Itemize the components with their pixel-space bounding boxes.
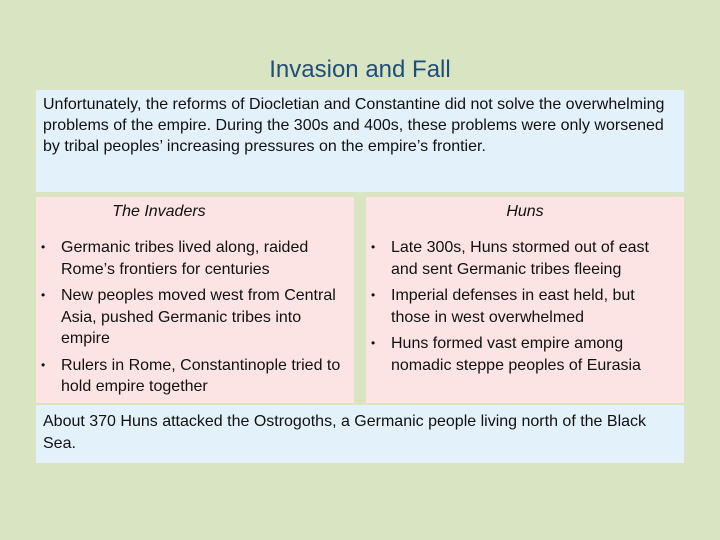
bullet-item: • Rulers in Rome, Constantinople tried to hold empire together [36,355,348,398]
bullet-item: • Huns formed vast empire among nomadic steppe peoples of Eurasia [366,333,678,376]
invaders-panel [36,197,354,403]
bullet-item: • Imperial defenses in east held, but those in west overwhelmed [366,285,678,328]
huns-bullet-list [366,237,678,381]
bullet-item: • Late 300s, Huns stormed out of east and sent Germanic tribes fleeing [366,237,678,280]
intro-text: Unfortunately, the reforms of Diocletian and Constantine did not solve the overwhelming problems of the empire. During the 300s and 400s, these problems were only worsened by tribal peoples’ increasing pressures on the empire’s frontier. [36,90,684,192]
huns-heading: Huns [506,203,544,220]
bullet-item: • New peoples moved west from Central Asia, pushed Germanic tribes into empire [36,285,348,350]
footer-text: About 370 Huns attacked the Ostrogoths, a Germanic people living north of the Black Sea. [36,405,684,463]
invaders-heading: The Invaders [112,203,206,220]
slide-title: Invasion and Fall [269,56,451,83]
huns-panel [366,197,684,403]
bullet-item: • Germanic tribes lived along, raided Rome’s frontiers for centuries [36,237,348,280]
invaders-bullet-list [36,237,348,403]
